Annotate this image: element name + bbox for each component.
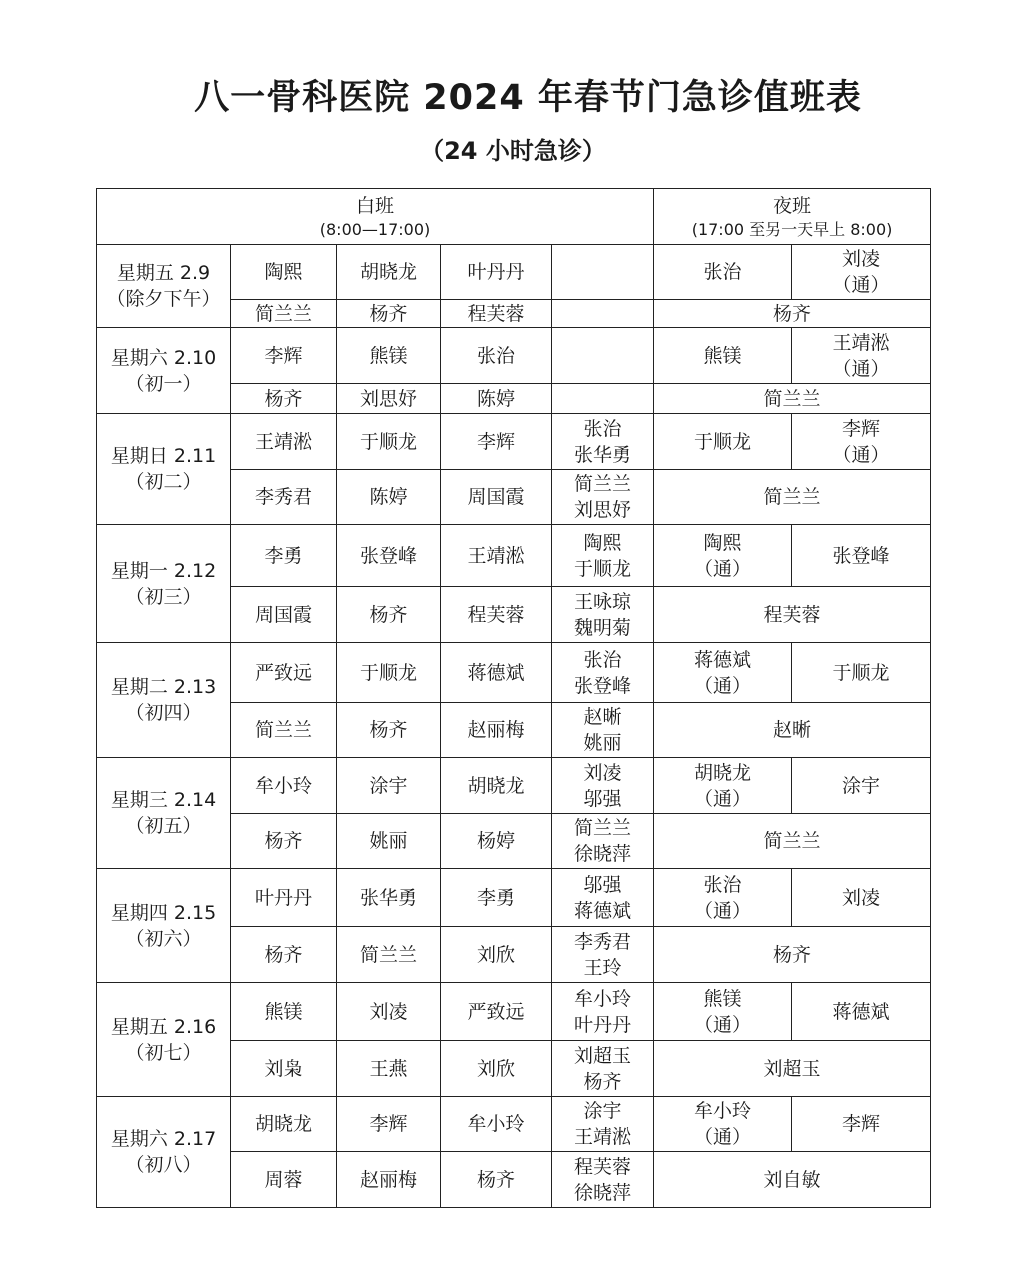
on-call-marker: （通） <box>694 557 752 580</box>
day-shift-cell <box>552 587 654 643</box>
day-shift-cell: 姚丽 <box>337 814 441 869</box>
day-shift-cell: 于顺龙 <box>337 643 441 703</box>
duty-name: 魏明菊 <box>574 616 632 639</box>
day-date: 星期六 2.10 <box>110 346 217 369</box>
duty-name: 张治 <box>583 417 622 440</box>
duty-name: 徐晓萍 <box>574 1181 632 1204</box>
duty-name: 简兰兰 <box>574 817 632 839</box>
day-note: （初七） <box>125 1041 202 1064</box>
duty-name: 张登峰 <box>574 674 632 697</box>
day-date: 星期一 2.12 <box>110 559 217 582</box>
on-call-marker: （通） <box>694 1126 752 1148</box>
day-shift-cell: 涂宇 <box>337 758 441 814</box>
day-shift-cell: 王燕 <box>337 1041 441 1097</box>
duty-name: 简兰兰 <box>574 473 632 495</box>
day-shift-cell: 张华勇 <box>337 869 441 927</box>
day-shift-cell <box>552 328 654 384</box>
day-shift-cell: 赵丽梅 <box>441 703 552 758</box>
day-shift-cell: 简兰兰 <box>231 300 337 328</box>
night-shift-cell: 张治 <box>654 245 792 300</box>
roster-row-top <box>97 328 931 384</box>
day-shift-cell: 程芙蓉 <box>441 300 552 328</box>
day-shift-cell: 陈婷 <box>337 470 441 525</box>
night-shift-merged-cell: 刘自敏 <box>654 1152 931 1208</box>
day-note: （初五） <box>125 815 202 837</box>
day-shift-cell <box>552 245 654 300</box>
day-shift-cell <box>552 1152 654 1208</box>
day-shift-cell: 杨齐 <box>337 300 441 328</box>
day-date: 星期四 2.15 <box>110 901 217 924</box>
on-call-marker: （通） <box>694 1013 752 1036</box>
day-shift-cell <box>552 927 654 983</box>
night-shift-cell: 于顺龙 <box>654 414 792 470</box>
duty-name: 程芙蓉 <box>574 1155 632 1178</box>
day-shift-cell: 严致远 <box>231 643 337 703</box>
roster-row-top <box>97 245 931 300</box>
day-label-cell <box>97 328 231 414</box>
day-shift-cell: 刘凌 <box>337 983 441 1041</box>
day-shift-cell: 刘欣 <box>441 927 552 983</box>
day-shift-cell <box>552 470 654 525</box>
day-shift-cell: 熊镁 <box>231 983 337 1041</box>
night-shift-cell <box>654 758 792 814</box>
day-note: （初二） <box>125 471 202 493</box>
day-date: 星期五 2.9 <box>116 262 211 284</box>
day-shift-cell: 严致远 <box>441 983 552 1041</box>
day-shift-cell: 张登峰 <box>337 525 441 587</box>
day-shift-cell: 胡晓龙 <box>441 758 552 814</box>
on-call-marker: （通） <box>694 787 752 810</box>
night-shift-cell: 张登峰 <box>792 525 931 587</box>
duty-name: 刘凌 <box>583 761 622 784</box>
day-date: 星期日 2.11 <box>110 445 217 467</box>
night-shift-cell <box>792 328 931 384</box>
duty-name: 叶丹丹 <box>574 1013 632 1036</box>
page-subtitle: （24 小时急诊） <box>420 137 606 165</box>
day-shift-header <box>97 189 654 245</box>
duty-name: 胡晓龙 <box>694 761 752 784</box>
day-shift-cell: 李秀君 <box>231 470 337 525</box>
night-shift-merged-cell: 赵晰 <box>654 703 931 758</box>
on-call-marker: （通） <box>832 274 890 296</box>
day-shift-cell: 于顺龙 <box>337 414 441 470</box>
night-shift-cell: 熊镁 <box>654 328 792 384</box>
day-shift-cell: 李辉 <box>231 328 337 384</box>
duty-name: 刘思妤 <box>574 499 632 521</box>
duty-name: 于顺龙 <box>574 557 632 580</box>
day-shift-cell <box>552 1097 654 1152</box>
duty-name: 王靖淞 <box>832 331 890 354</box>
duty-name: 牟小玲 <box>694 1100 752 1122</box>
day-shift-cell: 李辉 <box>441 414 552 470</box>
day-shift-cell: 简兰兰 <box>231 703 337 758</box>
day-shift-cell: 周国霞 <box>441 470 552 525</box>
roster-row-top <box>97 1097 931 1152</box>
day-label-cell <box>97 414 231 525</box>
duty-name: 王咏琼 <box>574 590 632 613</box>
night-shift-merged-cell: 简兰兰 <box>654 814 931 869</box>
day-shift-cell: 叶丹丹 <box>231 869 337 927</box>
day-shift-cell <box>552 643 654 703</box>
day-note: （初八） <box>125 1154 202 1176</box>
night-shift-cell <box>654 1097 792 1152</box>
duty-name: 蒋德斌 <box>694 648 752 671</box>
duty-roster-table <box>96 188 931 1208</box>
day-shift-cell: 杨齐 <box>231 814 337 869</box>
day-label-cell <box>97 758 231 869</box>
night-shift-cell <box>654 525 792 587</box>
day-shift-cell: 熊镁 <box>337 328 441 384</box>
day-shift-cell <box>552 869 654 927</box>
night-shift-cell <box>654 983 792 1041</box>
day-shift-cell: 刘思妤 <box>337 384 441 414</box>
day-shift-cell <box>552 384 654 414</box>
day-note: （初三） <box>125 585 202 608</box>
night-shift-merged-cell: 简兰兰 <box>654 384 931 414</box>
day-shift-cell: 刘枭 <box>231 1041 337 1097</box>
roster-row-top <box>97 869 931 927</box>
day-shift-cell: 王靖淞 <box>231 414 337 470</box>
night-shift-cell <box>654 643 792 703</box>
day-date: 星期五 2.16 <box>110 1015 217 1038</box>
duty-name: 张治 <box>703 873 742 896</box>
night-shift-merged-cell: 杨齐 <box>654 300 931 328</box>
night-shift-merged-cell: 程芙蓉 <box>654 587 931 643</box>
day-note: （初六） <box>125 927 202 950</box>
roster-row-top <box>97 525 931 587</box>
duty-name: 熊镁 <box>703 987 742 1010</box>
day-shift-cell: 胡晓龙 <box>231 1097 337 1152</box>
day-shift-cell: 陈婷 <box>441 384 552 414</box>
day-shift-cell <box>552 703 654 758</box>
header-row <box>97 189 931 245</box>
roster-row-top <box>97 758 931 814</box>
day-note: （初四） <box>125 702 202 724</box>
day-shift-cell: 杨齐 <box>231 927 337 983</box>
day-shift-time: (8:00—17:00) <box>319 219 431 239</box>
day-shift-cell: 牟小玲 <box>441 1097 552 1152</box>
day-date: 星期六 2.17 <box>110 1128 217 1150</box>
duty-name: 李秀君 <box>574 930 632 953</box>
duty-name: 姚丽 <box>583 732 622 754</box>
day-shift-cell: 蒋德斌 <box>441 643 552 703</box>
on-call-marker: （通） <box>832 357 890 380</box>
day-label-cell <box>97 525 231 643</box>
duty-name: 刘超玉 <box>574 1044 632 1067</box>
day-shift-cell <box>552 758 654 814</box>
day-note: （初一） <box>125 372 202 395</box>
duty-name: 牟小玲 <box>574 987 632 1010</box>
duty-name: 王玲 <box>583 956 622 979</box>
day-label-cell <box>97 245 231 328</box>
day-shift-cell: 杨婷 <box>441 814 552 869</box>
day-note: （除夕下午） <box>106 288 221 310</box>
day-date: 星期二 2.13 <box>110 676 217 698</box>
duty-name: 陶熙 <box>583 531 622 554</box>
day-shift-cell: 杨齐 <box>337 587 441 643</box>
day-label-cell <box>97 1097 231 1208</box>
on-call-marker: （通） <box>694 899 752 922</box>
day-label-cell <box>97 983 231 1097</box>
duty-name: 邬强 <box>583 787 622 810</box>
night-shift-label: 夜班 <box>773 194 812 217</box>
on-call-marker: （通） <box>694 674 752 697</box>
day-shift-cell <box>552 300 654 328</box>
night-shift-merged-cell: 简兰兰 <box>654 470 931 525</box>
day-shift-cell: 简兰兰 <box>337 927 441 983</box>
day-shift-cell <box>552 814 654 869</box>
night-shift-merged-cell: 杨齐 <box>654 927 931 983</box>
duty-name: 张华勇 <box>574 443 632 466</box>
day-shift-cell: 张治 <box>441 328 552 384</box>
duty-name: 邬强 <box>583 873 622 896</box>
day-shift-cell: 李勇 <box>231 525 337 587</box>
day-shift-cell: 刘欣 <box>441 1041 552 1097</box>
day-shift-cell <box>552 1041 654 1097</box>
duty-name: 蒋德斌 <box>574 899 632 922</box>
day-shift-cell: 叶丹丹 <box>441 245 552 300</box>
day-shift-cell: 赵丽梅 <box>337 1152 441 1208</box>
day-shift-cell: 李辉 <box>337 1097 441 1152</box>
day-shift-cell: 王靖淞 <box>441 525 552 587</box>
day-shift-cell: 胡晓龙 <box>337 245 441 300</box>
on-call-marker: （通） <box>832 443 890 466</box>
roster-row-top <box>97 643 931 703</box>
day-shift-cell: 陶熙 <box>231 245 337 300</box>
day-shift-label: 白班 <box>356 194 395 217</box>
night-shift-cell: 蒋德斌 <box>792 983 931 1041</box>
duty-name: 赵晰 <box>583 706 622 728</box>
night-shift-cell: 刘凌 <box>792 869 931 927</box>
duty-name: 刘凌 <box>842 248 881 270</box>
day-shift-cell: 周国霞 <box>231 587 337 643</box>
night-shift-cell: 涂宇 <box>792 758 931 814</box>
night-shift-cell: 李辉 <box>792 1097 931 1152</box>
day-shift-cell: 杨齐 <box>337 703 441 758</box>
night-shift-cell <box>792 245 931 300</box>
night-shift-time: (17:00 至另一天早上 8:00) <box>691 219 893 239</box>
day-shift-cell <box>552 414 654 470</box>
night-shift-header <box>654 189 931 245</box>
duty-name: 王靖淞 <box>574 1126 632 1148</box>
night-shift-merged-cell: 刘超玉 <box>654 1041 931 1097</box>
day-shift-cell <box>552 525 654 587</box>
day-shift-cell: 杨齐 <box>441 1152 552 1208</box>
day-date: 星期三 2.14 <box>110 789 217 811</box>
duty-name: 杨齐 <box>583 1070 622 1093</box>
duty-name: 陶熙 <box>703 531 742 554</box>
duty-name: 李辉 <box>842 417 881 440</box>
day-shift-cell: 牟小玲 <box>231 758 337 814</box>
day-shift-cell: 李勇 <box>441 869 552 927</box>
duty-name: 徐晓萍 <box>574 843 632 865</box>
night-shift-cell <box>792 414 931 470</box>
roster-row-top <box>97 983 931 1041</box>
night-shift-cell: 于顺龙 <box>792 643 931 703</box>
duty-name: 涂宇 <box>583 1100 622 1122</box>
day-shift-cell: 程芙蓉 <box>441 587 552 643</box>
day-label-cell <box>97 643 231 758</box>
day-shift-cell: 周蓉 <box>231 1152 337 1208</box>
page-title: 八一骨科医院 2024 年春节门急诊值班表 <box>194 78 862 118</box>
duty-name: 张治 <box>583 648 622 671</box>
day-shift-cell <box>552 983 654 1041</box>
roster-row-top <box>97 414 931 470</box>
night-shift-cell <box>654 869 792 927</box>
day-shift-cell: 杨齐 <box>231 384 337 414</box>
day-label-cell <box>97 869 231 983</box>
